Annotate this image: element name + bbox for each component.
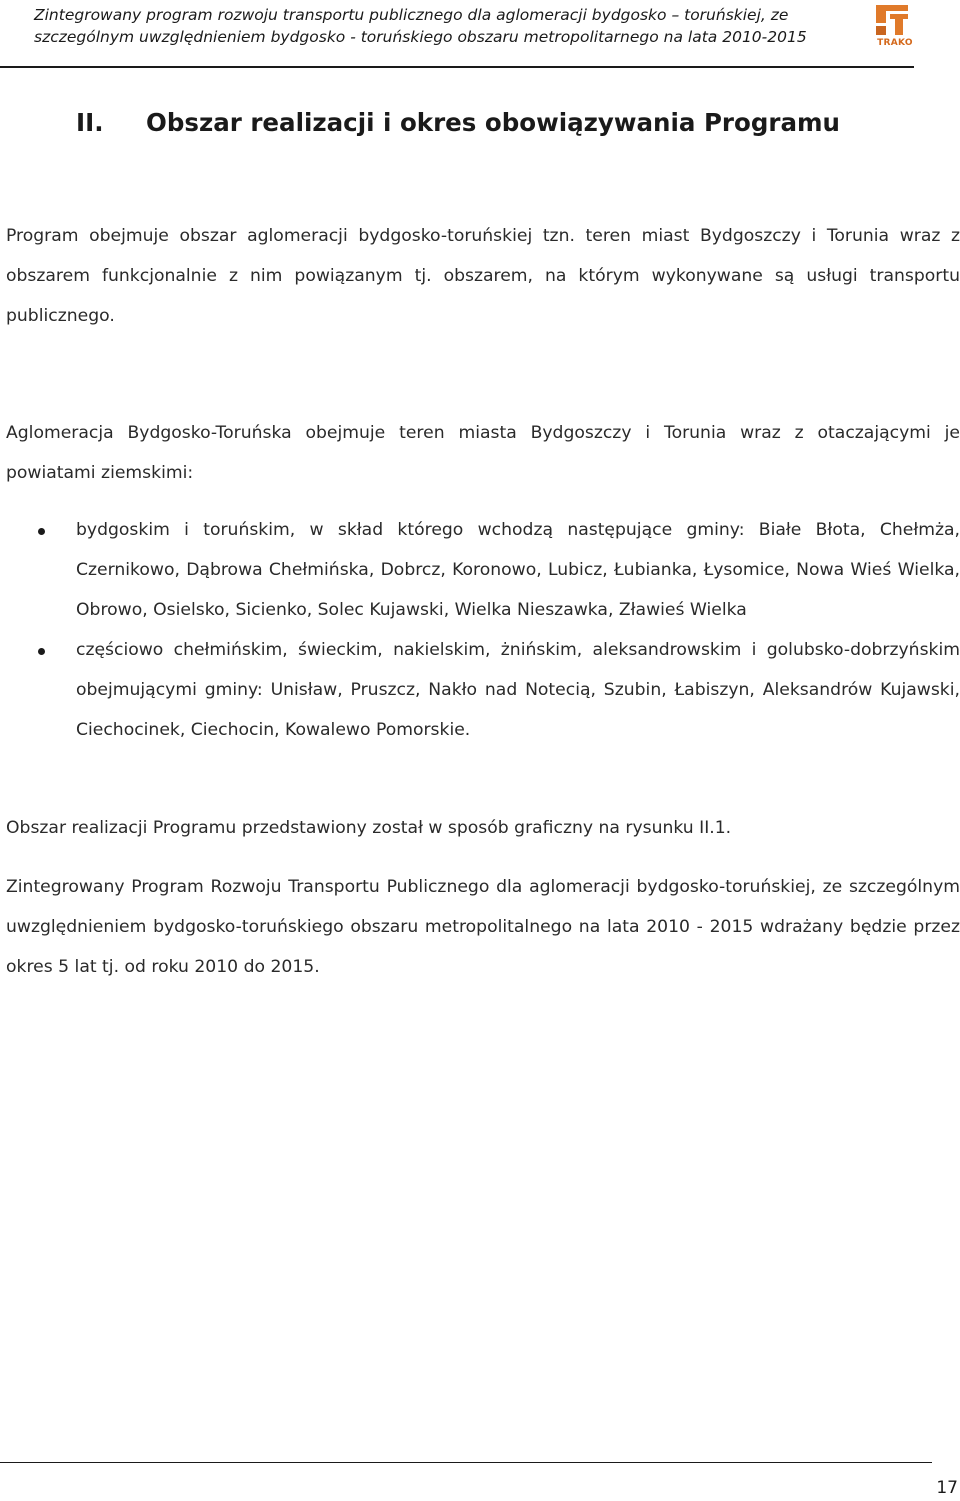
header-title-line-1: Zintegrowany program rozwoju transportu publicznego dla aglomeracji bydgosko – toruńskiej, ze	[34, 6, 789, 24]
list-item	[0, 510, 960, 630]
paragraph-agglomeration: Aglomeracja Bydgosko-Toruńska obejmuje teren miasta Bydgoszczy i Torunia wraz z otaczającymi je powiatami ziemskimi:	[6, 423, 960, 483]
list-item	[0, 630, 960, 750]
list-item-text: bydgoskim i toruńskim, w skład którego wchodzą następujące gminy: Białe Błota, Chełmża, Czernikowo, Dąbrowa Chełmińska, Dobrcz, Koronowo, Lubicz, Łubianka, Łysomice, Nowa Wieś Wielka, Obrowo, Osielsko, Sicienko, Solec Kujawski, Wielka Nieszawka, Zławieś Wielka	[76, 520, 960, 620]
paragraph-program-scope: Program obejmuje obszar aglomeracji bydgosko-toruńskiej tzn. teren miast Bydgoszczy i Torunia wraz z obszarem funkcjonalnie z nim powiązanym tj. obszarem, na którym wykonywane są usługi transportu publicznego.	[6, 226, 960, 326]
logo-text: TRAKO	[877, 38, 913, 48]
page-number: 17	[936, 1478, 958, 1498]
header-title-line-2: szczególnym uwzględnieniem bydgosko - toruńskiego obszaru metropolitarnego na lata 2010-2015	[34, 28, 807, 46]
footer-divider	[0, 1462, 932, 1463]
section-title: Obszar realizacji i okres obowiązywania Programu	[146, 108, 840, 137]
section-number: II.	[76, 108, 104, 137]
paragraph-figure-reference: Obszar realizacji Programu przedstawiony został w sposób graficzny na rysunku II.1.	[6, 818, 732, 838]
header-title	[34, 4, 834, 48]
district-list	[0, 510, 960, 750]
bullet-icon	[38, 648, 45, 655]
page-header	[0, 0, 960, 68]
paragraph-program-period: Zintegrowany Program Rozwoju Transportu Publicznego dla aglomeracji bydgosko-toruńskiej, ze szczególnym uwzględnieniem bydgosko-toruńskiego obszaru metropolitalnego na lata 2010 - 2015 wdrażany będzie przez okres 5 lat tj. od roku 2010 do 2015.	[6, 877, 960, 977]
header-divider	[0, 66, 914, 68]
section-heading	[76, 108, 840, 138]
list-item-text: częściowo chełmińskim, świeckim, nakielskim, żnińskim, aleksandrowskim i golubsko-dobrzyńskim obejmującymi gminy: Unisław, Pruszcz, Nakło nad Notecią, Szubin, Łabiszyn, Aleksandrów Kujawski, Ciechocinek, Ciechocin, Kowalewo Pomorskie.	[76, 640, 960, 740]
bullet-icon	[38, 528, 45, 535]
